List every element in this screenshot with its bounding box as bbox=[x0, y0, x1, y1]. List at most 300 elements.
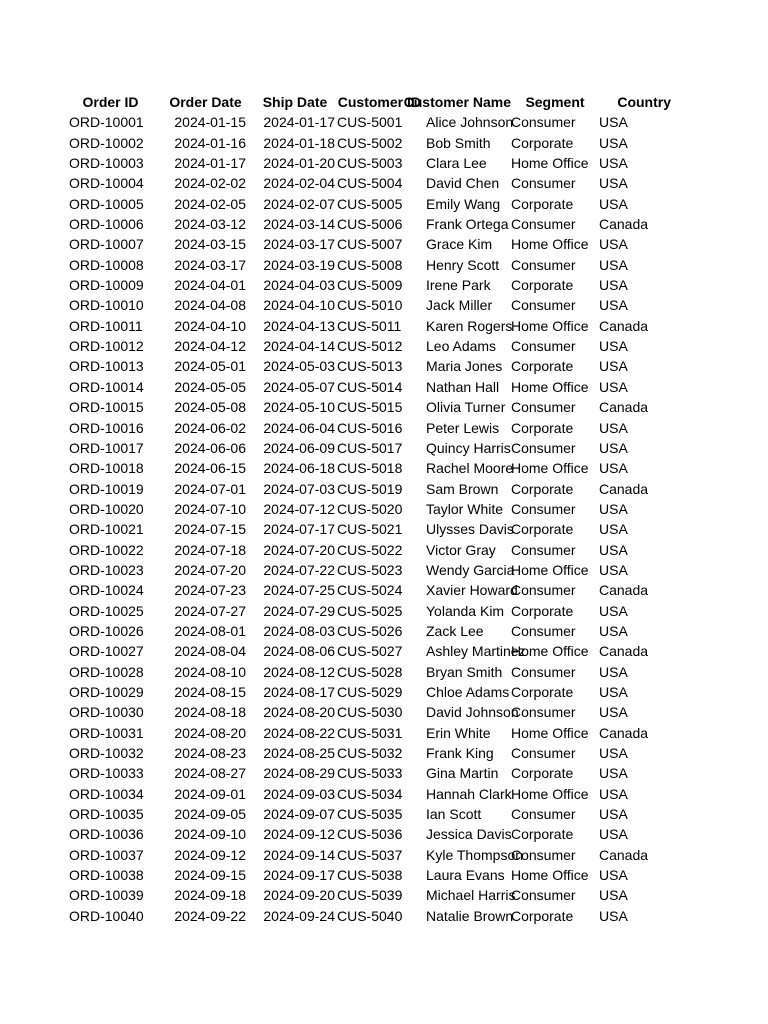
cell-ship-date[interactable]: 2024-07-03 bbox=[263, 480, 335, 497]
cell-country[interactable]: USA bbox=[599, 114, 628, 131]
cell-order-id[interactable]: ORD-10017 bbox=[69, 439, 144, 456]
cell-ship-date[interactable]: 2024-09-12 bbox=[263, 826, 335, 843]
cell-customer-id[interactable]: CUS-5013 bbox=[337, 358, 403, 375]
cell-customer-name[interactable]: Frank Ortega bbox=[426, 216, 509, 233]
cell-customer-name[interactable]: Frank King bbox=[426, 745, 494, 761]
cell-ship-date[interactable]: 2024-07-29 bbox=[263, 602, 335, 619]
cell-country[interactable]: Canada bbox=[599, 846, 649, 863]
cell-customer-name[interactable]: Erin White bbox=[426, 724, 491, 741]
cell-segment[interactable]: Corporate bbox=[511, 521, 574, 538]
table-row bbox=[63, 438, 689, 458]
cell-country[interactable]: USA bbox=[599, 236, 628, 253]
cell-order-date[interactable]: 2024-09-12 bbox=[174, 846, 246, 863]
cell-customer-name[interactable]: Karen Rogers bbox=[426, 317, 513, 334]
cell-customer-name[interactable]: Grace Kim bbox=[426, 236, 493, 253]
cell-customer-name[interactable]: Jack Miller bbox=[426, 297, 493, 314]
cell-order-date[interactable]: 2024-02-02 bbox=[174, 175, 246, 192]
cell-ship-date[interactable]: 2024-07-20 bbox=[263, 541, 335, 558]
cell-customer-id[interactable]: CUS-5004 bbox=[337, 175, 403, 192]
cell-customer-name[interactable]: Victor Gray bbox=[426, 541, 496, 558]
table-row bbox=[63, 397, 689, 417]
header-cell-country[interactable]: Country bbox=[617, 94, 671, 110]
cell-order-date[interactable]: 2024-07-18 bbox=[174, 541, 246, 558]
cell-customer-name[interactable]: Michael Harris bbox=[426, 887, 516, 904]
cell-order-id[interactable]: ORD-10005 bbox=[69, 195, 144, 212]
cell-customer-id[interactable]: CUS-5018 bbox=[337, 460, 403, 477]
cell-customer-id[interactable]: CUS-5039 bbox=[337, 887, 403, 904]
cell-ship-date[interactable]: 2024-06-04 bbox=[263, 419, 335, 436]
cell-order-id[interactable]: ORD-10025 bbox=[69, 602, 144, 619]
cell-segment[interactable]: Consumer bbox=[511, 806, 576, 823]
cell-ship-date[interactable]: 2024-04-14 bbox=[263, 338, 335, 355]
cell-ship-date[interactable]: 2024-08-20 bbox=[263, 704, 335, 721]
cell-country[interactable]: Canada bbox=[599, 582, 649, 599]
cell-customer-id[interactable]: CUS-5024 bbox=[337, 582, 403, 599]
cell-order-id[interactable]: ORD-10004 bbox=[69, 175, 144, 192]
cell-ship-date[interactable]: 2024-07-12 bbox=[263, 500, 335, 517]
cell-customer-name[interactable]: Gina Martin bbox=[426, 765, 499, 782]
cell-country[interactable]: USA bbox=[599, 663, 628, 680]
cell-country[interactable]: USA bbox=[599, 765, 628, 782]
cell-country[interactable]: USA bbox=[599, 500, 628, 517]
cell-ship-date[interactable]: 2024-04-13 bbox=[263, 317, 335, 334]
cell-ship-date[interactable]: 2024-09-07 bbox=[263, 806, 335, 823]
header-cell-order-id[interactable]: Order ID bbox=[82, 94, 139, 110]
cell-ship-date[interactable]: 2024-09-17 bbox=[263, 867, 335, 884]
cell-order-id[interactable]: ORD-10009 bbox=[69, 277, 144, 294]
cell-country[interactable]: USA bbox=[599, 561, 628, 578]
cell-order-id[interactable]: ORD-10013 bbox=[69, 358, 144, 375]
cell-country[interactable]: USA bbox=[599, 622, 628, 639]
cell-country[interactable]: USA bbox=[599, 806, 628, 823]
cell-segment[interactable]: Consumer bbox=[511, 582, 576, 599]
cell-customer-name[interactable]: Ulysses Davis bbox=[426, 521, 514, 538]
cell-segment[interactable]: Corporate bbox=[511, 826, 574, 843]
cell-order-id[interactable]: ORD-10029 bbox=[69, 683, 144, 700]
cell-country[interactable]: USA bbox=[599, 256, 628, 273]
cell-segment[interactable]: Consumer bbox=[511, 500, 576, 517]
header-cell-customer-id[interactable]: Customer ID bbox=[337, 94, 421, 110]
cell-customer-id[interactable]: CUS-5017 bbox=[337, 439, 403, 456]
cell-customer-name[interactable]: Emily Wang bbox=[426, 195, 501, 212]
cell-order-id[interactable]: ORD-10027 bbox=[69, 643, 144, 660]
cell-order-id[interactable]: ORD-10007 bbox=[69, 236, 144, 253]
cell-segment[interactable]: Corporate bbox=[511, 765, 574, 782]
cell-country[interactable]: Canada bbox=[599, 399, 649, 416]
cell-customer-id[interactable]: CUS-5005 bbox=[337, 195, 403, 212]
table-row bbox=[63, 499, 689, 519]
cell-segment[interactable]: Consumer bbox=[511, 114, 576, 131]
cell-country[interactable]: USA bbox=[599, 907, 628, 924]
cell-order-id[interactable]: ORD-10002 bbox=[69, 134, 144, 151]
cell-ship-date[interactable]: 2024-03-19 bbox=[263, 256, 335, 273]
cell-segment[interactable]: Consumer bbox=[511, 338, 576, 355]
cell-customer-name[interactable]: Jessica Davis bbox=[426, 826, 512, 843]
cell-customer-id[interactable]: CUS-5023 bbox=[337, 561, 403, 578]
cell-order-date[interactable]: 2024-09-22 bbox=[174, 907, 246, 924]
cell-ship-date[interactable]: 2024-08-12 bbox=[263, 663, 335, 680]
cell-order-id[interactable]: ORD-10010 bbox=[69, 297, 144, 314]
table-row bbox=[63, 133, 689, 153]
cell-order-id[interactable]: ORD-10021 bbox=[69, 521, 144, 538]
cell-order-date[interactable]: 2024-02-05 bbox=[174, 195, 246, 212]
cell-customer-id[interactable]: CUS-5021 bbox=[337, 521, 403, 538]
cell-customer-name[interactable]: David Chen bbox=[426, 175, 500, 192]
cell-order-id[interactable]: ORD-10006 bbox=[69, 216, 144, 233]
cell-customer-name[interactable]: Henry Scott bbox=[426, 256, 500, 273]
cell-customer-id[interactable]: CUS-5011 bbox=[337, 317, 402, 334]
cell-customer-name[interactable]: Laura Evans bbox=[426, 867, 505, 884]
cell-customer-name[interactable]: Alice Johnson bbox=[426, 114, 514, 131]
cell-segment[interactable]: Corporate bbox=[511, 277, 574, 294]
cell-order-date[interactable]: 2024-07-10 bbox=[174, 500, 246, 517]
cell-customer-id[interactable]: CUS-5038 bbox=[337, 867, 403, 884]
cell-ship-date[interactable]: 2024-06-18 bbox=[263, 460, 335, 477]
cell-country[interactable]: USA bbox=[599, 785, 628, 802]
cell-country[interactable]: USA bbox=[599, 439, 628, 456]
cell-customer-name[interactable]: Nathan Hall bbox=[426, 378, 500, 395]
cell-order-date[interactable]: 2024-08-01 bbox=[174, 622, 246, 639]
cell-order-id[interactable]: ORD-10036 bbox=[69, 826, 144, 843]
cell-ship-date[interactable]: 2024-05-03 bbox=[263, 358, 335, 375]
cell-ship-date[interactable]: 2024-09-03 bbox=[263, 785, 335, 802]
cell-ship-date[interactable]: 2024-08-06 bbox=[263, 643, 335, 660]
cell-country[interactable]: USA bbox=[599, 521, 628, 538]
cell-customer-id[interactable]: CUS-5007 bbox=[337, 236, 403, 253]
cell-country[interactable]: USA bbox=[599, 358, 628, 375]
table-row bbox=[63, 784, 689, 804]
cell-order-id[interactable]: ORD-10033 bbox=[69, 765, 144, 782]
cell-country[interactable]: USA bbox=[599, 887, 628, 904]
cell-order-date[interactable]: 2024-06-15 bbox=[174, 460, 246, 477]
cell-segment[interactable]: Home Office bbox=[511, 724, 589, 741]
cell-customer-name[interactable]: Xavier Howard bbox=[426, 582, 518, 599]
cell-customer-name[interactable]: Quincy Harris bbox=[426, 439, 511, 456]
cell-ship-date[interactable]: 2024-09-20 bbox=[263, 887, 335, 904]
cell-customer-id[interactable]: CUS-5034 bbox=[337, 785, 403, 802]
cell-customer-id[interactable]: CUS-5020 bbox=[337, 500, 403, 517]
cell-customer-name[interactable]: Irene Park bbox=[426, 277, 491, 294]
cell-segment[interactable]: Home Office bbox=[511, 236, 589, 253]
cell-order-date[interactable]: 2024-06-02 bbox=[174, 419, 246, 436]
cell-segment[interactable]: Consumer bbox=[511, 399, 576, 416]
cell-country[interactable]: USA bbox=[599, 134, 628, 151]
cell-customer-name[interactable]: Taylor White bbox=[426, 500, 504, 517]
cell-order-date[interactable]: 2024-09-01 bbox=[174, 785, 246, 802]
cell-customer-id[interactable]: CUS-5028 bbox=[337, 663, 403, 680]
cell-customer-name[interactable]: Natalie Brown bbox=[426, 907, 514, 924]
cell-country[interactable]: Canada bbox=[599, 724, 649, 741]
cell-order-id[interactable]: ORD-10008 bbox=[69, 256, 144, 273]
cell-segment[interactable]: Corporate bbox=[511, 419, 574, 436]
cell-segment[interactable]: Home Office bbox=[511, 785, 589, 802]
cell-country[interactable]: USA bbox=[599, 867, 628, 884]
cell-segment[interactable]: Corporate bbox=[511, 480, 574, 497]
cell-order-id[interactable]: ORD-10034 bbox=[69, 785, 144, 802]
cell-customer-id[interactable]: CUS-5006 bbox=[337, 216, 403, 233]
cell-order-date[interactable]: 2024-08-27 bbox=[174, 765, 246, 782]
cell-customer-id[interactable]: CUS-5035 bbox=[337, 806, 403, 823]
cell-customer-name[interactable]: Peter Lewis bbox=[426, 419, 500, 436]
cell-segment[interactable]: Home Office bbox=[511, 378, 589, 395]
cell-country[interactable]: Canada bbox=[599, 643, 649, 660]
cell-country[interactable]: USA bbox=[599, 155, 628, 172]
cell-ship-date[interactable]: 2024-02-04 bbox=[263, 175, 335, 192]
cell-ship-date[interactable]: 2024-01-17 bbox=[263, 114, 335, 131]
cell-customer-id[interactable]: CUS-5009 bbox=[337, 277, 403, 294]
cell-order-date[interactable]: 2024-08-23 bbox=[174, 745, 246, 761]
cell-customer-id[interactable]: CUS-5002 bbox=[337, 134, 403, 151]
cell-country[interactable]: USA bbox=[599, 338, 628, 355]
cell-order-date[interactable]: 2024-08-10 bbox=[174, 663, 246, 680]
cell-ship-date[interactable]: 2024-08-17 bbox=[263, 683, 335, 700]
cell-order-date[interactable]: 2024-08-20 bbox=[174, 724, 246, 741]
cell-order-date[interactable]: 2024-04-08 bbox=[174, 297, 246, 314]
cell-customer-id[interactable]: CUS-5012 bbox=[337, 338, 403, 355]
cell-order-id[interactable]: ORD-10022 bbox=[69, 541, 144, 558]
cell-segment[interactable]: Consumer bbox=[511, 622, 576, 639]
cell-segment[interactable]: Corporate bbox=[511, 195, 574, 212]
cell-order-date[interactable]: 2024-04-01 bbox=[174, 277, 246, 294]
cell-customer-name[interactable]: Wendy Garcia bbox=[426, 561, 515, 578]
cell-customer-id[interactable]: CUS-5031 bbox=[337, 724, 403, 741]
cell-order-date[interactable]: 2024-07-01 bbox=[174, 480, 246, 497]
cell-segment[interactable]: Consumer bbox=[511, 663, 576, 680]
header-cell-segment[interactable]: Segment bbox=[525, 94, 585, 110]
cell-order-id[interactable]: ORD-10014 bbox=[69, 378, 144, 395]
cell-ship-date[interactable]: 2024-04-10 bbox=[263, 297, 335, 314]
cell-ship-date[interactable]: 2024-03-17 bbox=[263, 236, 335, 253]
cell-ship-date[interactable]: 2024-08-22 bbox=[263, 724, 335, 741]
cell-customer-id[interactable]: CUS-5010 bbox=[337, 297, 403, 314]
cell-ship-date[interactable]: 2024-07-25 bbox=[263, 582, 335, 599]
cell-order-id[interactable]: ORD-10020 bbox=[69, 500, 144, 517]
cell-customer-id[interactable]: CUS-5003 bbox=[337, 155, 403, 172]
cell-ship-date[interactable]: 2024-02-07 bbox=[263, 195, 335, 212]
cell-order-id[interactable]: ORD-10037 bbox=[69, 846, 144, 863]
cell-segment[interactable]: Consumer bbox=[511, 541, 576, 558]
cell-order-date[interactable]: 2024-05-08 bbox=[174, 399, 246, 416]
cell-ship-date[interactable]: 2024-01-18 bbox=[263, 134, 335, 151]
table-row bbox=[63, 275, 689, 295]
cell-ship-date[interactable]: 2024-03-14 bbox=[263, 216, 335, 233]
cell-segment[interactable]: Corporate bbox=[511, 683, 574, 700]
cell-customer-id[interactable]: CUS-5033 bbox=[337, 765, 403, 782]
cell-segment[interactable]: Home Office bbox=[511, 317, 589, 334]
cell-order-id[interactable]: ORD-10026 bbox=[69, 622, 144, 639]
cell-country[interactable]: USA bbox=[599, 683, 628, 700]
cell-order-date[interactable]: 2024-01-16 bbox=[174, 134, 246, 151]
cell-country[interactable]: USA bbox=[599, 460, 628, 477]
cell-order-date[interactable]: 2024-03-15 bbox=[174, 236, 246, 253]
cell-segment[interactable]: Corporate bbox=[511, 602, 574, 619]
cell-customer-name[interactable]: Kyle Thompson bbox=[426, 846, 524, 863]
cell-customer-id[interactable]: CUS-5029 bbox=[337, 683, 403, 700]
cell-customer-id[interactable]: CUS-5015 bbox=[337, 399, 403, 416]
cell-order-date[interactable]: 2024-08-18 bbox=[174, 704, 246, 721]
cell-ship-date[interactable]: 2024-05-07 bbox=[263, 378, 335, 395]
cell-order-id[interactable]: ORD-10032 bbox=[69, 745, 144, 761]
cell-order-id[interactable]: ORD-10039 bbox=[69, 887, 144, 904]
cell-segment[interactable]: Corporate bbox=[511, 134, 574, 151]
cell-ship-date[interactable]: 2024-07-22 bbox=[263, 561, 335, 578]
cell-customer-id[interactable]: CUS-5022 bbox=[337, 541, 403, 558]
cell-order-date[interactable]: 2024-06-06 bbox=[174, 439, 246, 456]
cell-order-id[interactable]: ORD-10012 bbox=[69, 338, 144, 355]
cell-customer-id[interactable]: CUS-5032 bbox=[337, 745, 403, 761]
cell-order-id[interactable]: ORD-10016 bbox=[69, 419, 144, 436]
cell-order-id[interactable]: ORD-10023 bbox=[69, 561, 144, 578]
cell-customer-name[interactable]: Olivia Turner bbox=[426, 399, 506, 416]
cell-order-date[interactable]: 2024-04-10 bbox=[174, 317, 246, 334]
cell-customer-name[interactable]: David Johnson bbox=[426, 704, 519, 721]
cell-order-date[interactable]: 2024-07-20 bbox=[174, 561, 246, 578]
cell-customer-name[interactable]: Bob Smith bbox=[426, 134, 491, 151]
cell-order-id[interactable]: ORD-10038 bbox=[69, 867, 144, 884]
cell-segment[interactable]: Home Office bbox=[511, 460, 589, 477]
cell-segment[interactable]: Home Office bbox=[511, 867, 589, 884]
cell-ship-date[interactable]: 2024-09-24 bbox=[263, 907, 335, 924]
cell-ship-date[interactable]: 2024-08-25 bbox=[263, 745, 335, 761]
cell-country[interactable]: USA bbox=[599, 419, 628, 436]
cell-ship-date[interactable]: 2024-08-29 bbox=[263, 765, 335, 782]
cell-customer-id[interactable]: CUS-5025 bbox=[337, 602, 403, 619]
cell-order-date[interactable]: 2024-08-15 bbox=[174, 683, 246, 700]
cell-country[interactable]: USA bbox=[599, 378, 628, 395]
cell-segment[interactable]: Corporate bbox=[511, 358, 574, 375]
cell-segment[interactable]: Consumer bbox=[511, 745, 576, 761]
cell-order-date[interactable]: 2024-05-05 bbox=[174, 378, 246, 395]
cell-customer-name[interactable]: Clara Lee bbox=[426, 155, 487, 172]
cell-country[interactable]: USA bbox=[599, 195, 628, 212]
cell-country[interactable]: USA bbox=[599, 704, 628, 721]
cell-country[interactable]: USA bbox=[599, 541, 628, 558]
cell-order-date[interactable]: 2024-09-18 bbox=[174, 887, 246, 904]
cell-customer-id[interactable]: CUS-5019 bbox=[337, 480, 403, 497]
cell-order-id[interactable]: ORD-10024 bbox=[69, 582, 144, 599]
cell-country[interactable]: Canada bbox=[599, 216, 649, 233]
cell-segment[interactable]: Home Office bbox=[511, 643, 589, 660]
cell-customer-id[interactable]: CUS-5016 bbox=[337, 419, 403, 436]
cell-segment[interactable]: Consumer bbox=[511, 439, 576, 456]
cell-order-id[interactable]: ORD-10030 bbox=[69, 704, 144, 721]
cell-customer-id[interactable]: CUS-5040 bbox=[337, 907, 403, 924]
cell-country[interactable]: USA bbox=[599, 277, 628, 294]
cell-segment[interactable]: Consumer bbox=[511, 256, 576, 273]
cell-ship-date[interactable]: 2024-08-03 bbox=[263, 622, 335, 639]
cell-customer-name[interactable]: Ian Scott bbox=[426, 806, 482, 823]
cell-segment[interactable]: Consumer bbox=[511, 704, 576, 721]
cell-customer-id[interactable]: CUS-5036 bbox=[337, 826, 403, 843]
cell-country[interactable]: Canada bbox=[599, 317, 649, 334]
cell-country[interactable]: USA bbox=[599, 175, 628, 192]
cell-segment[interactable]: Consumer bbox=[511, 216, 576, 233]
cell-segment[interactable]: Consumer bbox=[511, 846, 576, 863]
cell-order-id[interactable]: ORD-10019 bbox=[69, 480, 144, 497]
cell-order-date[interactable]: 2024-03-17 bbox=[174, 256, 246, 273]
cell-customer-name[interactable]: Yolanda Kim bbox=[426, 602, 505, 619]
cell-country[interactable]: USA bbox=[599, 297, 628, 314]
cell-order-date[interactable]: 2024-05-01 bbox=[174, 358, 246, 375]
table-row bbox=[63, 540, 689, 560]
cell-customer-name[interactable]: Bryan Smith bbox=[426, 663, 503, 680]
cell-customer-id[interactable]: CUS-5030 bbox=[337, 704, 403, 721]
cell-order-id[interactable]: ORD-10015 bbox=[69, 399, 144, 416]
cell-order-date[interactable]: 2024-08-04 bbox=[174, 643, 246, 660]
cell-order-id[interactable]: ORD-10003 bbox=[69, 155, 144, 172]
header-cell-order-date[interactable]: Order Date bbox=[169, 94, 242, 110]
cell-customer-id[interactable]: CUS-5001 bbox=[337, 114, 403, 131]
cell-country[interactable]: USA bbox=[599, 602, 628, 619]
cell-customer-id[interactable]: CUS-5037 bbox=[337, 846, 403, 863]
table-row bbox=[63, 682, 689, 702]
table-row bbox=[63, 621, 689, 641]
cell-ship-date[interactable]: 2024-01-20 bbox=[263, 155, 335, 172]
cell-customer-name[interactable]: Maria Jones bbox=[426, 358, 503, 375]
cell-country[interactable]: USA bbox=[599, 745, 628, 761]
cell-segment[interactable]: Corporate bbox=[511, 907, 574, 924]
table-row bbox=[63, 824, 689, 844]
cell-customer-id[interactable]: CUS-5014 bbox=[337, 378, 403, 395]
cell-customer-name[interactable]: Chloe Adams bbox=[426, 683, 510, 700]
cell-customer-name[interactable]: Hannah Clark bbox=[426, 785, 512, 802]
cell-segment[interactable]: Consumer bbox=[511, 887, 576, 904]
cell-order-date[interactable]: 2024-01-15 bbox=[174, 114, 246, 131]
cell-ship-date[interactable]: 2024-05-10 bbox=[263, 399, 335, 416]
header-cell-ship-date[interactable]: Ship Date bbox=[262, 94, 328, 110]
cell-ship-date[interactable]: 2024-04-03 bbox=[263, 277, 335, 294]
cell-segment[interactable]: Consumer bbox=[511, 175, 576, 192]
cell-country[interactable]: USA bbox=[599, 826, 628, 843]
cell-order-date[interactable]: 2024-07-15 bbox=[174, 521, 246, 538]
cell-order-date[interactable]: 2024-01-17 bbox=[174, 155, 246, 172]
cell-customer-name[interactable]: Zack Lee bbox=[426, 622, 484, 639]
table-row bbox=[63, 418, 689, 438]
cell-order-id[interactable]: ORD-10031 bbox=[69, 724, 144, 741]
cell-customer-name[interactable]: Sam Brown bbox=[426, 480, 499, 497]
cell-segment[interactable]: Consumer bbox=[511, 297, 576, 314]
cell-segment[interactable]: Home Office bbox=[511, 155, 589, 172]
cell-order-date[interactable]: 2024-04-12 bbox=[174, 338, 246, 355]
cell-order-id[interactable]: ORD-10011 bbox=[69, 317, 143, 334]
cell-order-date[interactable]: 2024-09-05 bbox=[174, 806, 246, 823]
cell-order-id[interactable]: ORD-10028 bbox=[69, 663, 144, 680]
table-row bbox=[63, 173, 689, 193]
header-cell-customer-name[interactable]: Customer Name bbox=[403, 94, 511, 110]
cell-customer-id[interactable]: CUS-5008 bbox=[337, 256, 403, 273]
cell-order-id[interactable]: ORD-10018 bbox=[69, 460, 144, 477]
cell-customer-id[interactable]: CUS-5027 bbox=[337, 643, 403, 660]
cell-order-date[interactable]: 2024-03-12 bbox=[174, 216, 246, 233]
cell-order-id[interactable]: ORD-10035 bbox=[69, 806, 144, 823]
cell-order-id[interactable]: ORD-10040 bbox=[69, 907, 144, 924]
cell-ship-date[interactable]: 2024-07-17 bbox=[263, 521, 335, 538]
cell-customer-id[interactable]: CUS-5026 bbox=[337, 622, 403, 639]
cell-customer-name[interactable]: Leo Adams bbox=[426, 338, 497, 355]
cell-order-id[interactable]: ORD-10001 bbox=[69, 114, 144, 131]
cell-ship-date[interactable]: 2024-09-14 bbox=[263, 846, 335, 863]
cell-order-date[interactable]: 2024-09-10 bbox=[174, 826, 246, 843]
cell-country[interactable]: Canada bbox=[599, 480, 649, 497]
cell-order-date[interactable]: 2024-07-27 bbox=[174, 602, 246, 619]
cell-order-date[interactable]: 2024-09-15 bbox=[174, 867, 246, 884]
cell-customer-name[interactable]: Ashley Martinez bbox=[426, 643, 526, 660]
table-row bbox=[63, 804, 689, 824]
cell-ship-date[interactable]: 2024-06-09 bbox=[263, 439, 335, 456]
cell-order-date[interactable]: 2024-07-23 bbox=[174, 582, 246, 599]
cell-customer-name[interactable]: Rachel Moore bbox=[426, 460, 514, 477]
cell-segment[interactable]: Home Office bbox=[511, 561, 589, 578]
